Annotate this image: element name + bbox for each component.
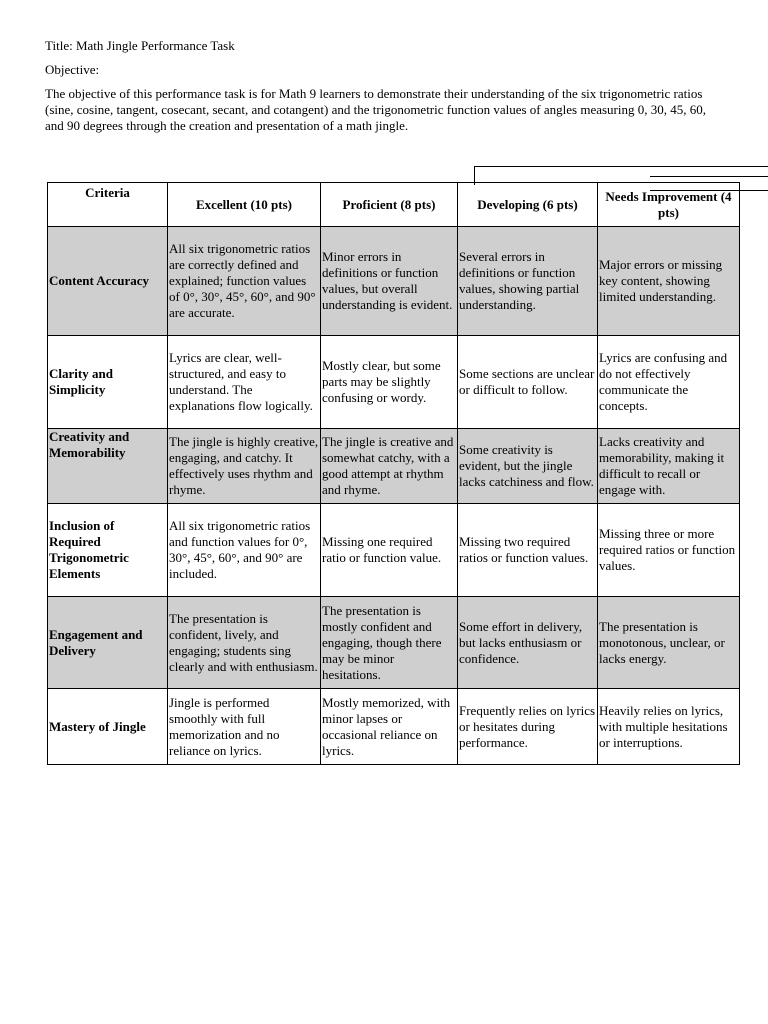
proficient-cell: The presentation is mostly confident and engaging, though there may be minor hesitations.: [321, 597, 458, 689]
excellent-cell: All six trigonometric ratios are correctly defined and explained; function values of 0°, 30°, 45°, 60°, and 90° are accurate.: [168, 227, 321, 336]
document-title: Title: Math Jingle Performance Task: [45, 38, 235, 53]
developing-cell: Some sections are unclear or difficult to follow.: [458, 336, 598, 429]
table-row: [48, 597, 740, 689]
developing-cell: Some creativity is evident, but the jingle lacks catchiness and flow.: [458, 429, 598, 504]
header-proficient: Proficient (8 pts): [321, 183, 458, 227]
needs-improvement-cell: The presentation is monotonous, unclear, or lacks energy.: [598, 597, 740, 689]
excellent-cell: Lyrics are clear, well-structured, and easy to understand. The explanations flow logically.: [168, 336, 321, 429]
table-row: [48, 336, 740, 429]
needs-improvement-cell: Heavily relies on lyrics, with multiple hesitations or interruptions.: [598, 689, 740, 765]
needs-improvement-cell: Missing three or more required ratios or function values.: [598, 504, 740, 597]
header-excellent: Excellent (10 pts): [168, 183, 321, 227]
header-developing: Developing (6 pts): [458, 183, 598, 227]
table-row: [48, 429, 740, 504]
criteria-cell: Mastery of Jingle: [48, 689, 168, 765]
header-needs-improvement: Needs Improvement (4 pts): [598, 183, 740, 227]
needs-improvement-cell: Lyrics are confusing and do not effectively communicate the concepts.: [598, 336, 740, 429]
excellent-cell: All six trigonometric ratios and function values for 0°, 30°, 45°, 60°, and 90° are included.: [168, 504, 321, 597]
objective-text: The objective of this performance task is for Math 9 learners to demonstrate their understanding of the six trigonometric ratios (sine, cosine, tangent, cosecant, secant, and cotangent) and the trigonometric function values of angles measuring 0, 30, 45, 60, and 90 degrees through the creation and presentation of a math jingle.: [45, 86, 706, 133]
developing-cell: Several errors in definitions or function values, showing partial understanding.: [458, 227, 598, 336]
table-row: [48, 227, 740, 336]
needs-improvement-cell: Lacks creativity and memorability, making it difficult to recall or engage with.: [598, 429, 740, 504]
developing-cell: Frequently relies on lyrics or hesitates during performance.: [458, 689, 598, 765]
proficient-cell: Mostly memorized, with minor lapses or occasional reliance on lyrics.: [321, 689, 458, 765]
table-row: [48, 504, 740, 597]
proficient-cell: Missing one required ratio or function value.: [321, 504, 458, 597]
excellent-cell: The jingle is highly creative, engaging, and catchy. It effectively uses rhythm and rhyme.: [168, 429, 321, 504]
header-row: [48, 183, 740, 227]
objective-label: Objective:: [45, 62, 100, 77]
criteria-cell: Clarity and Simplicity: [48, 336, 168, 429]
table-row: [48, 689, 740, 765]
proficient-cell: Mostly clear, but some parts may be slightly confusing or wordy.: [321, 336, 458, 429]
criteria-cell: Creativity and Memorability: [48, 429, 168, 504]
criteria-cell: Content Accuracy: [48, 227, 168, 336]
developing-cell: Some effort in delivery, but lacks enthusiasm or confidence.: [458, 597, 598, 689]
needs-improvement-cell: Major errors or missing key content, showing limited understanding.: [598, 227, 740, 336]
header-criteria: Criteria: [48, 183, 168, 227]
criteria-cell: Inclusion of Required Trigonometric Elements: [48, 504, 168, 597]
excellent-cell: Jingle is performed smoothly with full memorization and no reliance on lyrics.: [168, 689, 321, 765]
developing-cell: Missing two required ratios or function values.: [458, 504, 598, 597]
excellent-cell: The presentation is confident, lively, and engaging; students sing clearly and with enthusiasm.: [168, 597, 321, 689]
proficient-cell: The jingle is creative and somewhat catchy, with a good attempt at rhythm and rhyme.: [321, 429, 458, 504]
rubric-table: [47, 182, 740, 765]
proficient-cell: Minor errors in definitions or function values, but overall understanding is evident.: [321, 227, 458, 336]
criteria-cell: Engagement and Delivery: [48, 597, 168, 689]
